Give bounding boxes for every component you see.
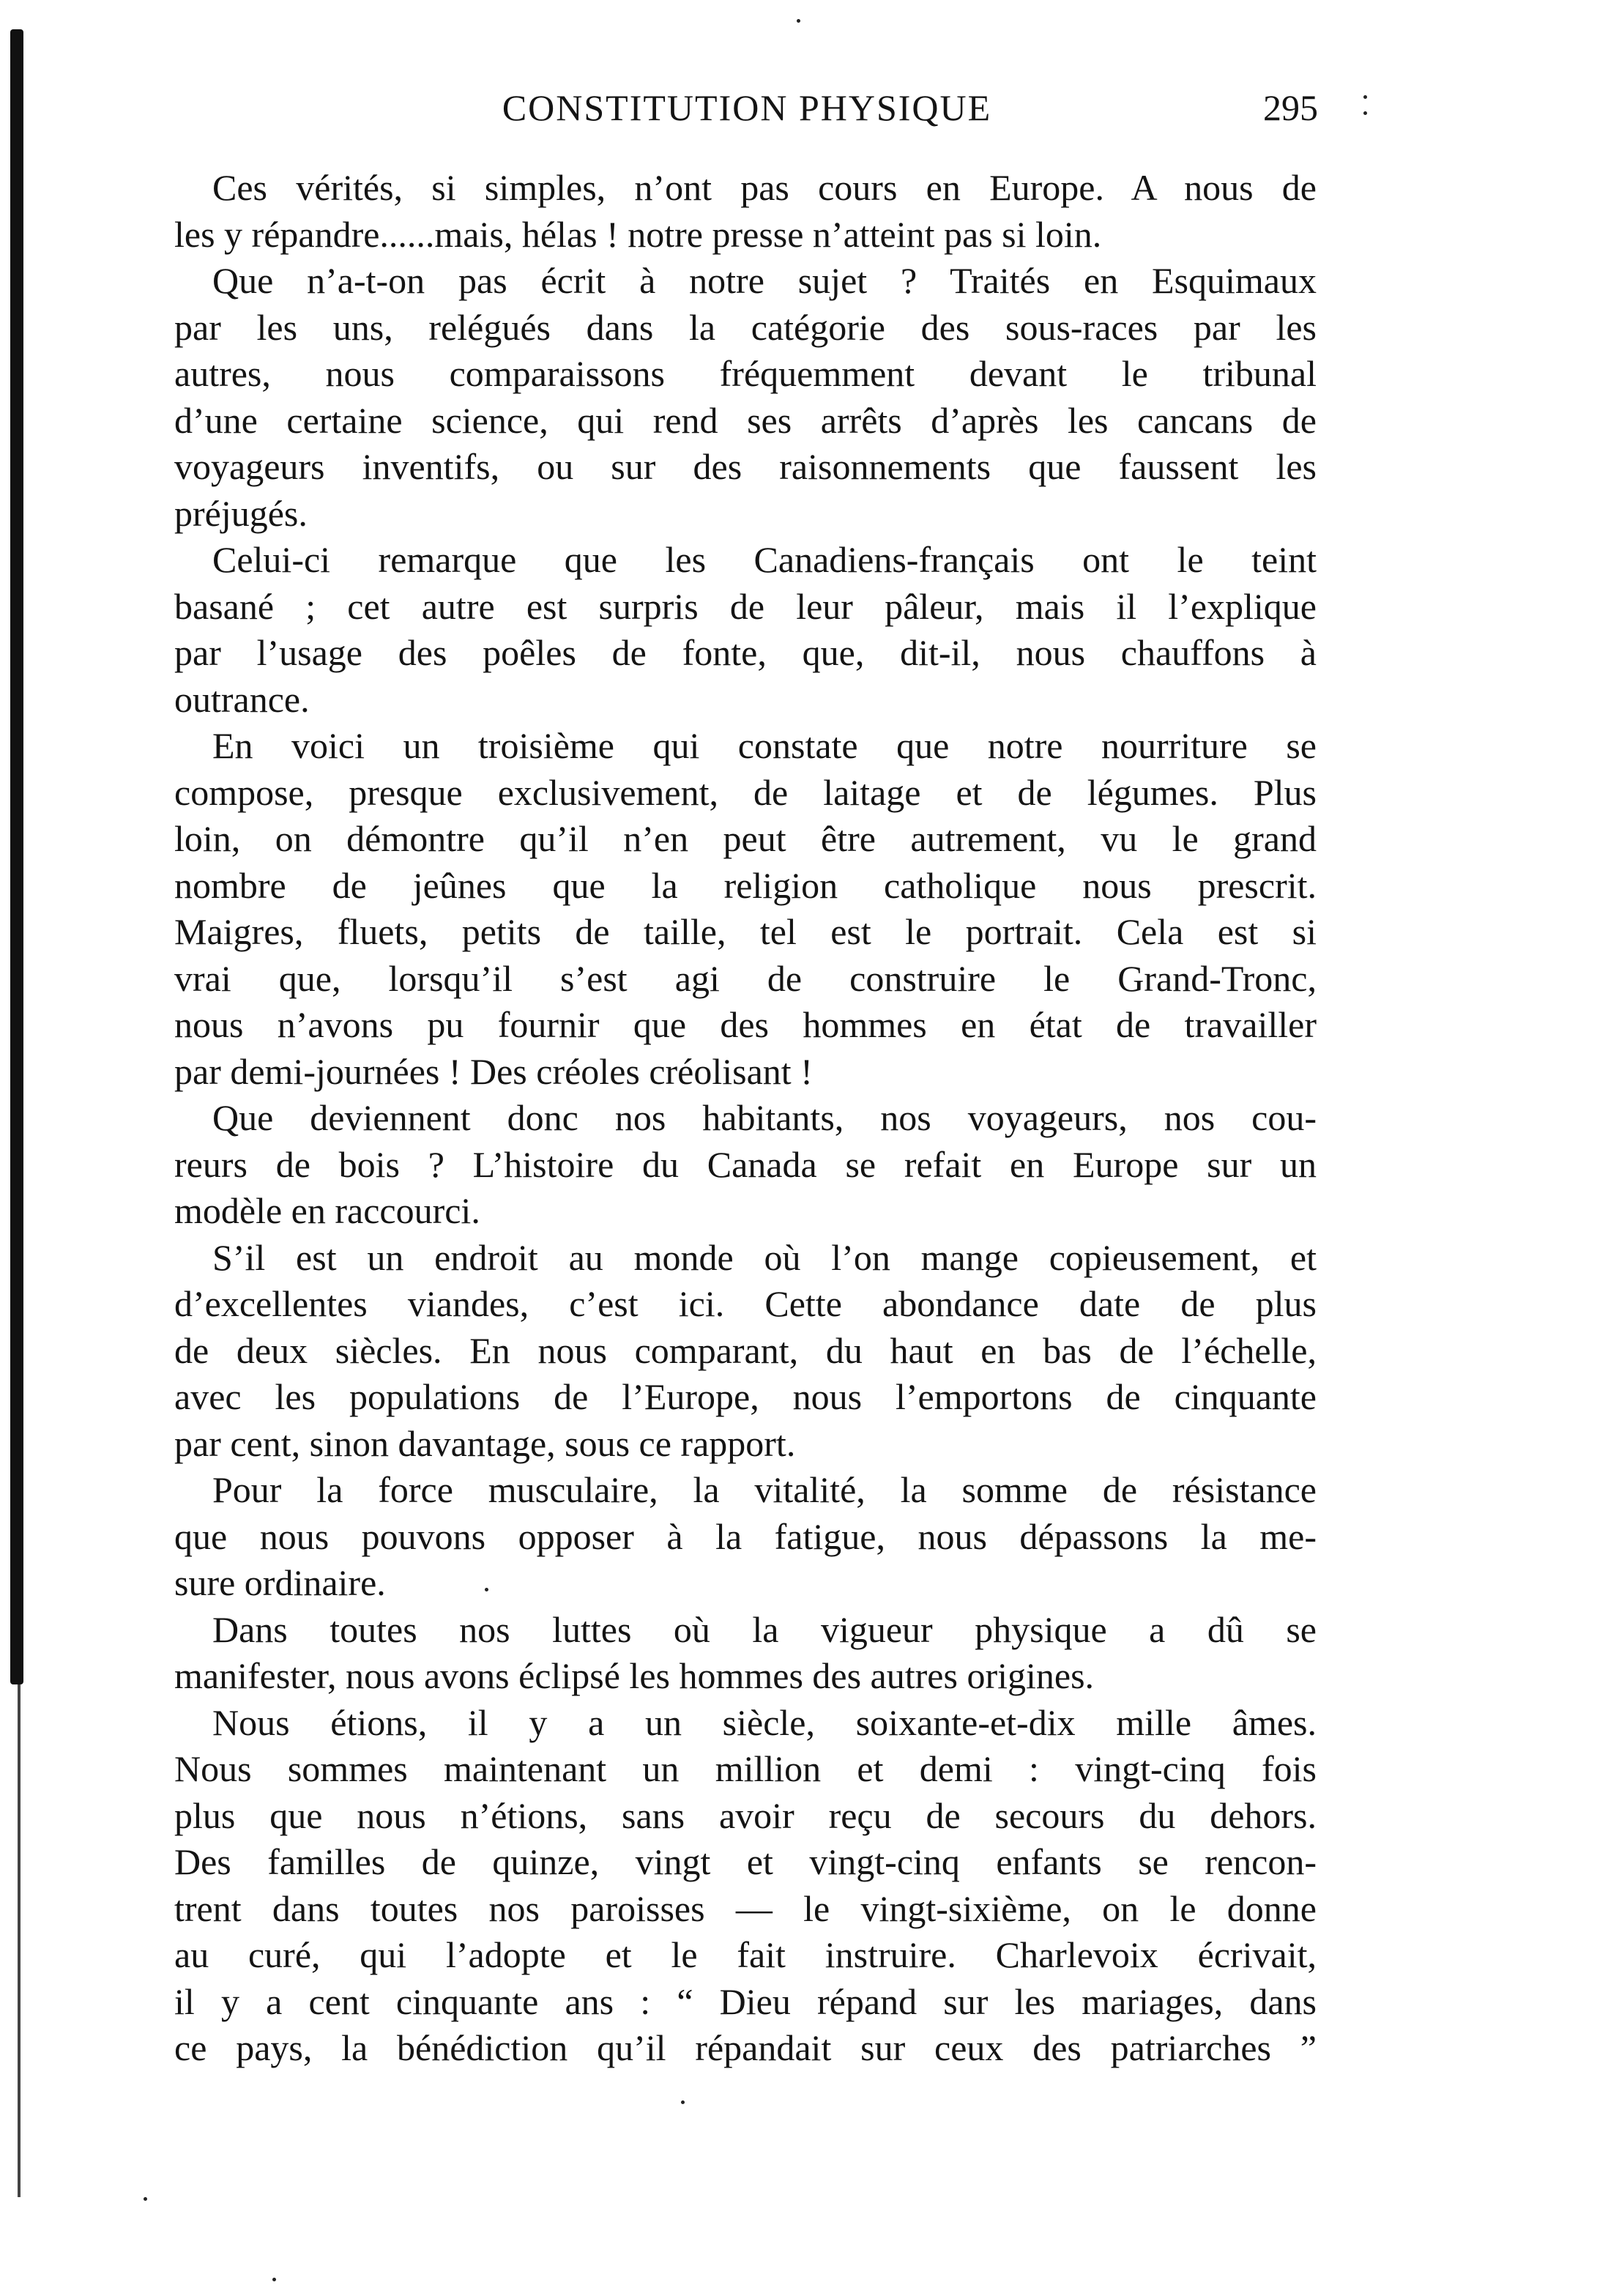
speck bbox=[485, 1588, 488, 1591]
text-line: par les uns, relégués dans la catégorie des sous-races par les bbox=[174, 306, 1317, 348]
text-line: compose, presque exclusivement, de laitage et de légumes. Plus bbox=[174, 771, 1317, 813]
text-line: Que deviennent donc nos habitants, nos voyageurs, nos cou- bbox=[212, 1097, 1317, 1138]
text-line: par cent, sinon davantage, sous ce rapport. bbox=[174, 1422, 796, 1464]
text-line: d’excellentes viandes, c’est ici. Cette abondance date de plus bbox=[174, 1283, 1317, 1324]
text-line: Que n’a-t-on pas écrit à notre sujet ? Traités en Esquimaux bbox=[212, 260, 1317, 301]
text-line: Nous étions, il y a un siècle, soixante-et-dix mille âmes. bbox=[212, 1701, 1317, 1743]
body-text bbox=[174, 165, 1317, 2072]
text-line: Des familles de quinze, vingt et vingt-cinq enfants se rencon- bbox=[174, 1841, 1317, 1882]
text-line: basané ; cet autre est surpris de leur pâleur, mais il l’explique bbox=[174, 585, 1317, 627]
text-line: préjugés. bbox=[174, 492, 308, 534]
text-line: par l’usage des poêles de fonte, que, dit-il, nous chauffons à bbox=[174, 632, 1317, 673]
text-line: Ces vérités, si simples, n’ont pas cours en Europe. A nous de bbox=[212, 167, 1317, 208]
text-line: que nous pouvons opposer à la fatigue, nous dépassons la me- bbox=[174, 1515, 1317, 1557]
text-line: les y répandre......mais, hélas ! notre presse n’atteint pas si loin. bbox=[174, 213, 1102, 255]
speck bbox=[797, 19, 800, 23]
text-line: manifester, nous avons éclipsé les hommes des autres origines. bbox=[174, 1655, 1095, 1696]
text-line: modèle en raccourci. bbox=[174, 1190, 480, 1231]
text-line: de deux siècles. En nous comparant, du haut en bas de l’échelle, bbox=[174, 1329, 1317, 1371]
speck bbox=[681, 2100, 685, 2104]
text-line: voyageurs inventifs, ou sur des raisonnements que faussent les bbox=[174, 446, 1317, 487]
text-line: vrai que, lorsqu’il s’est agi de construire le Grand-Tronc, bbox=[174, 957, 1317, 999]
speck bbox=[144, 2197, 147, 2201]
text-line: Pour la force musculaire, la vitalité, la somme de résistance bbox=[212, 1469, 1317, 1510]
text-line: au curé, qui l’adopte et le fait instruire. Charlevoix écrivait, bbox=[174, 1934, 1317, 1975]
text-line: trent dans toutes nos paroisses — le vingt-sixième, on le donne bbox=[174, 1887, 1317, 1929]
text-line: loin, on démontre qu’il n’en peut être autrement, vu le grand bbox=[174, 818, 1317, 859]
speck bbox=[1363, 111, 1367, 115]
binding-edge-line bbox=[18, 1684, 21, 2197]
text-line: Nous sommes maintenant un million et demi : vingt-cinq fois bbox=[174, 1748, 1317, 1789]
text-line: En voici un troisième qui constate que notre nourriture se bbox=[212, 725, 1317, 766]
speck bbox=[1363, 95, 1367, 99]
text-line: par demi-journées ! Des créoles créolisant ! bbox=[174, 1050, 813, 1092]
speck bbox=[272, 2278, 276, 2281]
text-line: nous n’avons pu fournir que des hommes en état de travailler bbox=[174, 1004, 1317, 1045]
page-header bbox=[176, 82, 1318, 141]
text-line: nombre de jeûnes que la religion catholique nous prescrit. bbox=[174, 864, 1317, 906]
text-line: sure ordinaire. bbox=[174, 1562, 386, 1603]
text-line: d’une certaine science, qui rend ses arrêts d’après les cancans de bbox=[174, 399, 1317, 441]
text-line: autres, nous comparaissons fréquemment devant le tribunal bbox=[174, 353, 1317, 394]
text-line: outrance. bbox=[174, 678, 310, 720]
binding-shadow bbox=[10, 29, 23, 1684]
page-number: 295 bbox=[1263, 87, 1318, 128]
text-line: reurs de bois ? L’histoire du Canada se refait en Europe sur un bbox=[174, 1143, 1317, 1185]
running-title: CONSTITUTION PHYSIQUE bbox=[502, 87, 992, 128]
text-line: avec les populations de l’Europe, nous l’emportons de cinquante bbox=[174, 1376, 1317, 1417]
text-line: ce pays, la bénédiction qu’il répandait sur ceux des patriarches ” bbox=[174, 2027, 1317, 2068]
text-line: Celui-ci remarque que les Canadiens-français ont le teint bbox=[212, 539, 1317, 580]
text-line: il y a cent cinquante ans : “ Dieu répand sur les mariages, dans bbox=[174, 1980, 1317, 2022]
text-line: Dans toutes nos luttes où la vigueur physique a dû se bbox=[212, 1608, 1317, 1650]
text-line: S’il est un endroit au monde où l’on mange copieusement, et bbox=[212, 1236, 1317, 1278]
text-line: Maigres, fluets, petits de taille, tel est le portrait. Cela est si bbox=[174, 911, 1317, 952]
text-line: plus que nous n’étions, sans avoir reçu de secours du dehors. bbox=[174, 1794, 1317, 1836]
